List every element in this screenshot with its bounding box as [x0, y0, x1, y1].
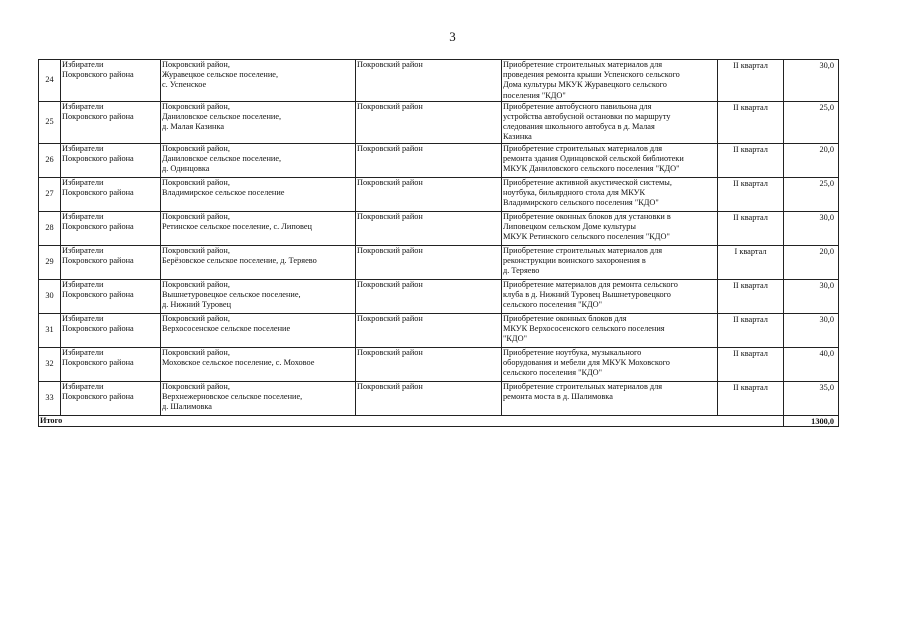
- purpose-line: Приобретение оконных блоков для установки в: [503, 211, 671, 221]
- purpose-line: Владимирского сельского поселения "КДО": [503, 198, 659, 208]
- purpose-line: Приобретение ноутбука, музыкального: [503, 347, 642, 357]
- location-cell: [161, 101, 356, 143]
- purpose-cell: [502, 279, 718, 313]
- initiator-cell: [61, 177, 161, 211]
- row-number-cell: 32: [39, 347, 61, 381]
- period-cell: II квартал: [718, 101, 784, 143]
- table-row: [39, 211, 839, 245]
- total-label: Итого: [39, 415, 784, 426]
- initiator-line: Избиратели: [62, 143, 104, 153]
- location-cell: [161, 211, 356, 245]
- location-line: д. Нижний Туровец: [162, 300, 232, 310]
- purpose-cell: [502, 177, 718, 211]
- initiator-cell: [61, 211, 161, 245]
- table-row: [39, 279, 839, 313]
- purpose-line: Приобретение материалов для ремонта сельского: [503, 279, 678, 289]
- district-cell: Покровский район: [356, 211, 502, 245]
- period-cell: II квартал: [718, 143, 784, 177]
- location-cell: [161, 347, 356, 381]
- amount-cell: 25,0: [784, 101, 839, 143]
- purpose-cell: [502, 101, 718, 143]
- initiator-line: Избиратели: [62, 381, 104, 391]
- initiator-cell: [61, 381, 161, 415]
- initiator-line: Покровского района: [62, 357, 134, 367]
- district-cell: Покровский район: [356, 313, 502, 347]
- amount-cell: 20,0: [784, 245, 839, 279]
- purpose-line: Липовецком сельском Доме культуры: [503, 221, 636, 231]
- purpose-line: проведения ремонта крыши Успенского сельского: [503, 70, 680, 80]
- purpose-cell: [502, 143, 718, 177]
- district-cell: Покровский район: [356, 143, 502, 177]
- row-number-cell: 31: [39, 313, 61, 347]
- location-cell: [161, 313, 356, 347]
- purpose-line: сельского поселения "КДО": [503, 300, 603, 310]
- purpose-cell: [502, 211, 718, 245]
- initiator-line: Покровского района: [62, 221, 134, 231]
- row-number-cell: 25: [39, 101, 61, 143]
- purpose-cell: [502, 313, 718, 347]
- location-line: Даниловское сельское поселение,: [162, 153, 282, 163]
- initiator-line: Покровского района: [62, 187, 134, 197]
- location-line: д. Шалимовка: [162, 402, 212, 412]
- location-cell: [161, 279, 356, 313]
- purpose-line: МКУК Ретинского сельского поселения "КДО": [503, 232, 670, 242]
- purpose-line: "КДО": [503, 334, 527, 344]
- period-cell: I квартал: [718, 245, 784, 279]
- purpose-line: Приобретение строительных материалов для: [503, 143, 663, 153]
- location-line: Покровский район,: [162, 279, 230, 289]
- amount-cell: 30,0: [784, 60, 839, 102]
- period-cell: II квартал: [718, 211, 784, 245]
- amount-cell: 30,0: [784, 313, 839, 347]
- amount-cell: 25,0: [784, 177, 839, 211]
- period-cell: II квартал: [718, 381, 784, 415]
- amount-cell: 30,0: [784, 211, 839, 245]
- purpose-cell: [502, 347, 718, 381]
- purpose-line: реконструкции воинского захоронения в: [503, 255, 646, 265]
- purpose-line: Приобретение строительных материалов для: [503, 245, 663, 255]
- purpose-line: МКУК Даниловского сельского поселения "КДО": [503, 164, 680, 174]
- initiator-line: Покровского района: [62, 289, 134, 299]
- period-cell: II квартал: [718, 177, 784, 211]
- district-cell: Покровский район: [356, 279, 502, 313]
- table-body: [39, 60, 839, 427]
- location-line: Берёзовское сельское поселение, д. Теряево: [162, 255, 317, 265]
- purpose-line: оборудования и мебели для МКУК Моховского: [503, 357, 670, 367]
- location-line: д. Малая Казинка: [162, 122, 225, 132]
- location-line: Даниловское сельское поселение,: [162, 112, 282, 122]
- district-cell: Покровский район: [356, 245, 502, 279]
- initiator-cell: [61, 101, 161, 143]
- total-amount: 1300,0: [784, 415, 839, 426]
- purpose-line: ремонта здания Одинцовской сельской библиотеки: [503, 153, 684, 163]
- initiator-line: Избиратели: [62, 279, 104, 289]
- location-line: Покровский район,: [162, 143, 230, 153]
- row-number-cell: 28: [39, 211, 61, 245]
- location-cell: [161, 245, 356, 279]
- period-cell: II квартал: [718, 60, 784, 102]
- period-cell: II квартал: [718, 313, 784, 347]
- location-line: Покровский район,: [162, 313, 230, 323]
- location-line: Покровский район,: [162, 381, 230, 391]
- initiator-cell: [61, 245, 161, 279]
- projects-table: [38, 59, 839, 427]
- purpose-line: Приобретение строительных материалов для: [503, 381, 663, 391]
- table-row: [39, 245, 839, 279]
- row-number-cell: 30: [39, 279, 61, 313]
- row-number-cell: 27: [39, 177, 61, 211]
- initiator-line: Избиратели: [62, 60, 104, 69]
- table-row: [39, 143, 839, 177]
- district-cell: Покровский район: [356, 347, 502, 381]
- purpose-line: ремонта моста в д. Шалимовка: [503, 391, 613, 401]
- location-line: Покровский район,: [162, 60, 230, 69]
- purpose-line: Приобретение автобусного павильона для: [503, 101, 652, 111]
- amount-cell: 30,0: [784, 279, 839, 313]
- location-line: Журавецкое сельское поселение,: [162, 70, 279, 80]
- purpose-line: сельского поселения "КДО": [503, 368, 603, 378]
- location-line: Покровский район,: [162, 211, 230, 221]
- initiator-line: Избиратели: [62, 101, 104, 111]
- district-cell: Покровский район: [356, 60, 502, 102]
- table-row: [39, 313, 839, 347]
- initiator-cell: [61, 143, 161, 177]
- initiator-line: Избиратели: [62, 245, 104, 255]
- table-row: [39, 347, 839, 381]
- row-number-cell: 24: [39, 60, 61, 102]
- initiator-line: Избиратели: [62, 347, 104, 357]
- initiator-cell: [61, 313, 161, 347]
- row-number-cell: 29: [39, 245, 61, 279]
- row-number-cell: 26: [39, 143, 61, 177]
- initiator-line: Покровского района: [62, 70, 134, 80]
- purpose-line: ноутбука, бильярдного стола для МКУК: [503, 187, 646, 197]
- initiator-line: Покровского района: [62, 153, 134, 163]
- initiator-line: Избиратели: [62, 313, 104, 323]
- location-cell: [161, 381, 356, 415]
- location-line: Покровский район,: [162, 177, 230, 187]
- location-line: Верхососенское сельское поселение: [162, 323, 291, 333]
- table-row: [39, 101, 839, 143]
- purpose-line: Приобретение оконных блоков для: [503, 313, 627, 323]
- location-line: Покровский район,: [162, 101, 230, 111]
- purpose-cell: [502, 245, 718, 279]
- location-line: Верхнежерновское сельское поселение,: [162, 391, 303, 401]
- page-number: 3: [449, 29, 456, 44]
- total-row: [39, 415, 839, 426]
- table-row: [39, 60, 839, 102]
- purpose-line: поселения "КДО": [503, 90, 566, 100]
- initiator-cell: [61, 279, 161, 313]
- location-line: Покровский район,: [162, 245, 230, 255]
- purpose-line: Казинка: [503, 132, 532, 142]
- purpose-line: Приобретение активной акустической системы,: [503, 177, 672, 187]
- district-cell: Покровский район: [356, 177, 502, 211]
- initiator-line: Покровского района: [62, 112, 134, 122]
- table-row: [39, 177, 839, 211]
- purpose-line: устройства автобусной остановки по маршруту: [503, 112, 671, 122]
- location-line: Вышнетуровецкое сельское поселение,: [162, 289, 301, 299]
- location-line: д. Одинцовка: [162, 164, 210, 174]
- initiator-line: Покровского района: [62, 391, 134, 401]
- initiator-line: Избиратели: [62, 177, 104, 187]
- location-cell: [161, 60, 356, 102]
- table-row: [39, 381, 839, 415]
- initiator-line: Избиратели: [62, 211, 104, 221]
- row-number-cell: 33: [39, 381, 61, 415]
- purpose-line: Дома культуры МКУК Журавецкого сельского: [503, 80, 667, 90]
- purpose-line: МКУК Верхососенского сельского поселения: [503, 323, 665, 333]
- initiator-cell: [61, 347, 161, 381]
- purpose-line: д. Теряево: [503, 266, 540, 276]
- purpose-line: следования школьного автобуса в д. Малая: [503, 122, 655, 132]
- location-line: Моховское сельское поселение, с. Моховое: [162, 357, 315, 367]
- location-line: Владимирское сельское поселение: [162, 187, 285, 197]
- purpose-line: Приобретение строительных материалов для: [503, 60, 663, 69]
- purpose-cell: [502, 381, 718, 415]
- district-cell: Покровский район: [356, 381, 502, 415]
- initiator-cell: [61, 60, 161, 102]
- amount-cell: 40,0: [784, 347, 839, 381]
- district-cell: Покровский район: [356, 101, 502, 143]
- location-line: с. Успенское: [162, 80, 207, 90]
- period-cell: II квартал: [718, 347, 784, 381]
- initiator-line: Покровского района: [62, 255, 134, 265]
- location-line: Покровский район,: [162, 347, 230, 357]
- location-cell: [161, 177, 356, 211]
- location-cell: [161, 143, 356, 177]
- amount-cell: 20,0: [784, 143, 839, 177]
- location-line: Ретинское сельское поселение, с. Липовец: [162, 221, 312, 231]
- amount-cell: 35,0: [784, 381, 839, 415]
- purpose-line: клуба в д. Нижний Туровец Вышнетуровецкого: [503, 289, 671, 299]
- purpose-cell: [502, 60, 718, 102]
- period-cell: II квартал: [718, 279, 784, 313]
- initiator-line: Покровского района: [62, 323, 134, 333]
